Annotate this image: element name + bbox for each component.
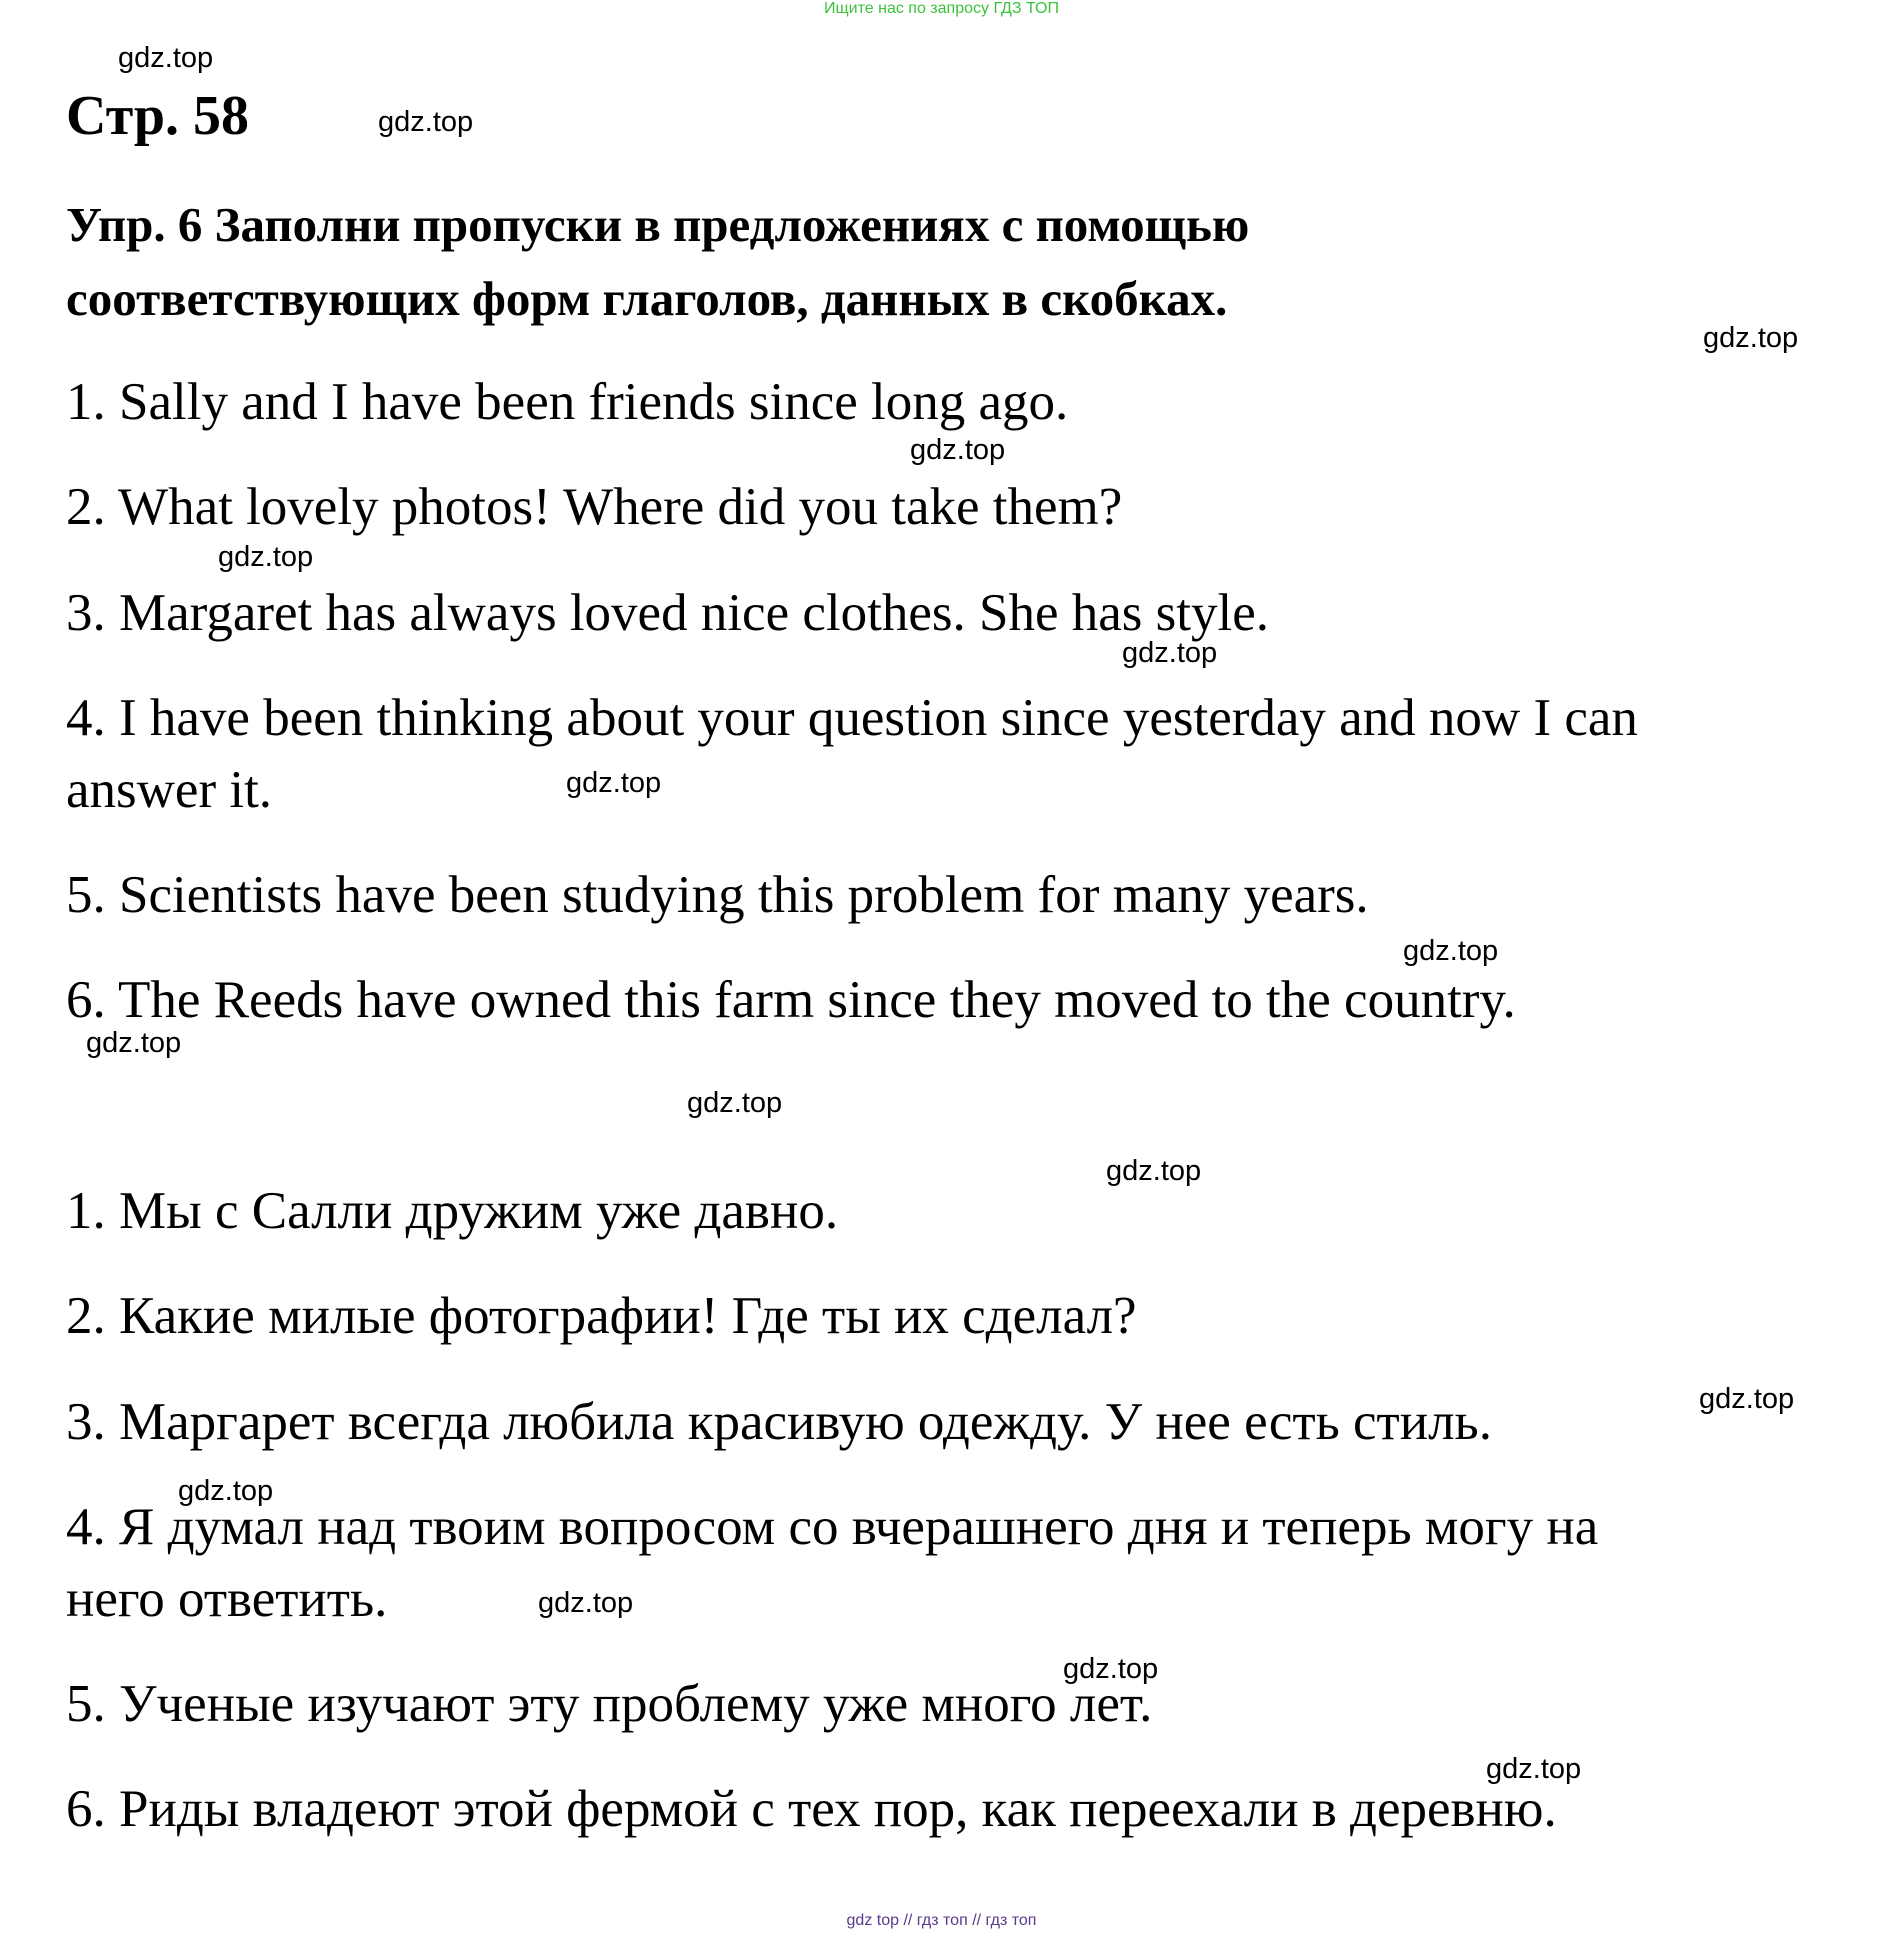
answer-en-5: 5. Scientists have been studying this problem for many years. xyxy=(66,866,1369,924)
answer-ru-4: 4. Я думал над твоим вопросом со вчерашнего дня и теперь могу на xyxy=(66,1498,1599,1556)
watermark: gdz.top xyxy=(1106,1155,1202,1187)
watermark: gdz.top xyxy=(1063,1653,1159,1685)
answer-en-2: 2. What lovely photos! Where did you take them? xyxy=(66,478,1123,536)
answer-ru-1: 1. Мы с Салли дружим уже давно. xyxy=(66,1182,839,1240)
answer-ru-2: 2. Какие милые фотографии! Где ты их сделал? xyxy=(66,1287,1137,1345)
exercise-heading-line2: соответствующих форм глаголов, данных в скобках. xyxy=(66,271,1228,326)
watermark: gdz.top xyxy=(1403,935,1499,967)
answer-ru-3: 3. Маргарет всегда любила красивую одежду. У нее есть стиль. xyxy=(66,1393,1492,1451)
footer: gdz top // гдз топ // гдз топ xyxy=(846,1912,1037,1929)
watermark: gdz.top xyxy=(687,1087,783,1119)
watermark: gdz.top xyxy=(118,42,214,74)
watermark: gdz.top xyxy=(910,434,1006,466)
exercise-heading-line1: Упр. 6 Заполни пропуски в предложениях с помощью xyxy=(66,197,1250,252)
watermark: gdz.top xyxy=(1122,637,1218,669)
answer-en-4-cont: answer it. xyxy=(66,761,273,819)
watermark: gdz.top xyxy=(1486,1753,1582,1785)
watermark: gdz.top xyxy=(1703,322,1799,354)
watermark: gdz.top xyxy=(178,1475,274,1507)
answer-ru-5: 5. Ученые изучают эту проблему уже много лет. xyxy=(66,1675,1153,1733)
answer-ru-6: 6. Риды владеют этой фермой с тех пор, как переехали в деревню. xyxy=(66,1780,1557,1838)
top-banner: Ищите нас по запросу ГДЗ ТОП xyxy=(824,0,1059,17)
answer-ru-4-cont: него ответить. xyxy=(66,1570,388,1628)
watermark: gdz.top xyxy=(1699,1383,1795,1415)
answer-en-6: 6. The Reeds have owned this farm since they moved to the country. xyxy=(66,971,1516,1029)
watermark: gdz.top xyxy=(566,767,662,799)
watermark: gdz.top xyxy=(218,541,314,573)
watermark: gdz.top xyxy=(86,1027,182,1059)
watermark: gdz.top xyxy=(538,1587,634,1619)
answer-en-4: 4. I have been thinking about your question since yesterday and now I can xyxy=(66,689,1638,747)
watermark: gdz.top xyxy=(378,106,474,138)
page-number: Стр. 58 xyxy=(66,85,250,147)
answer-en-1: 1. Sally and I have been friends since long ago. xyxy=(66,373,1069,431)
answer-en-3: 3. Margaret has always loved nice clothes. She has style. xyxy=(66,584,1269,642)
